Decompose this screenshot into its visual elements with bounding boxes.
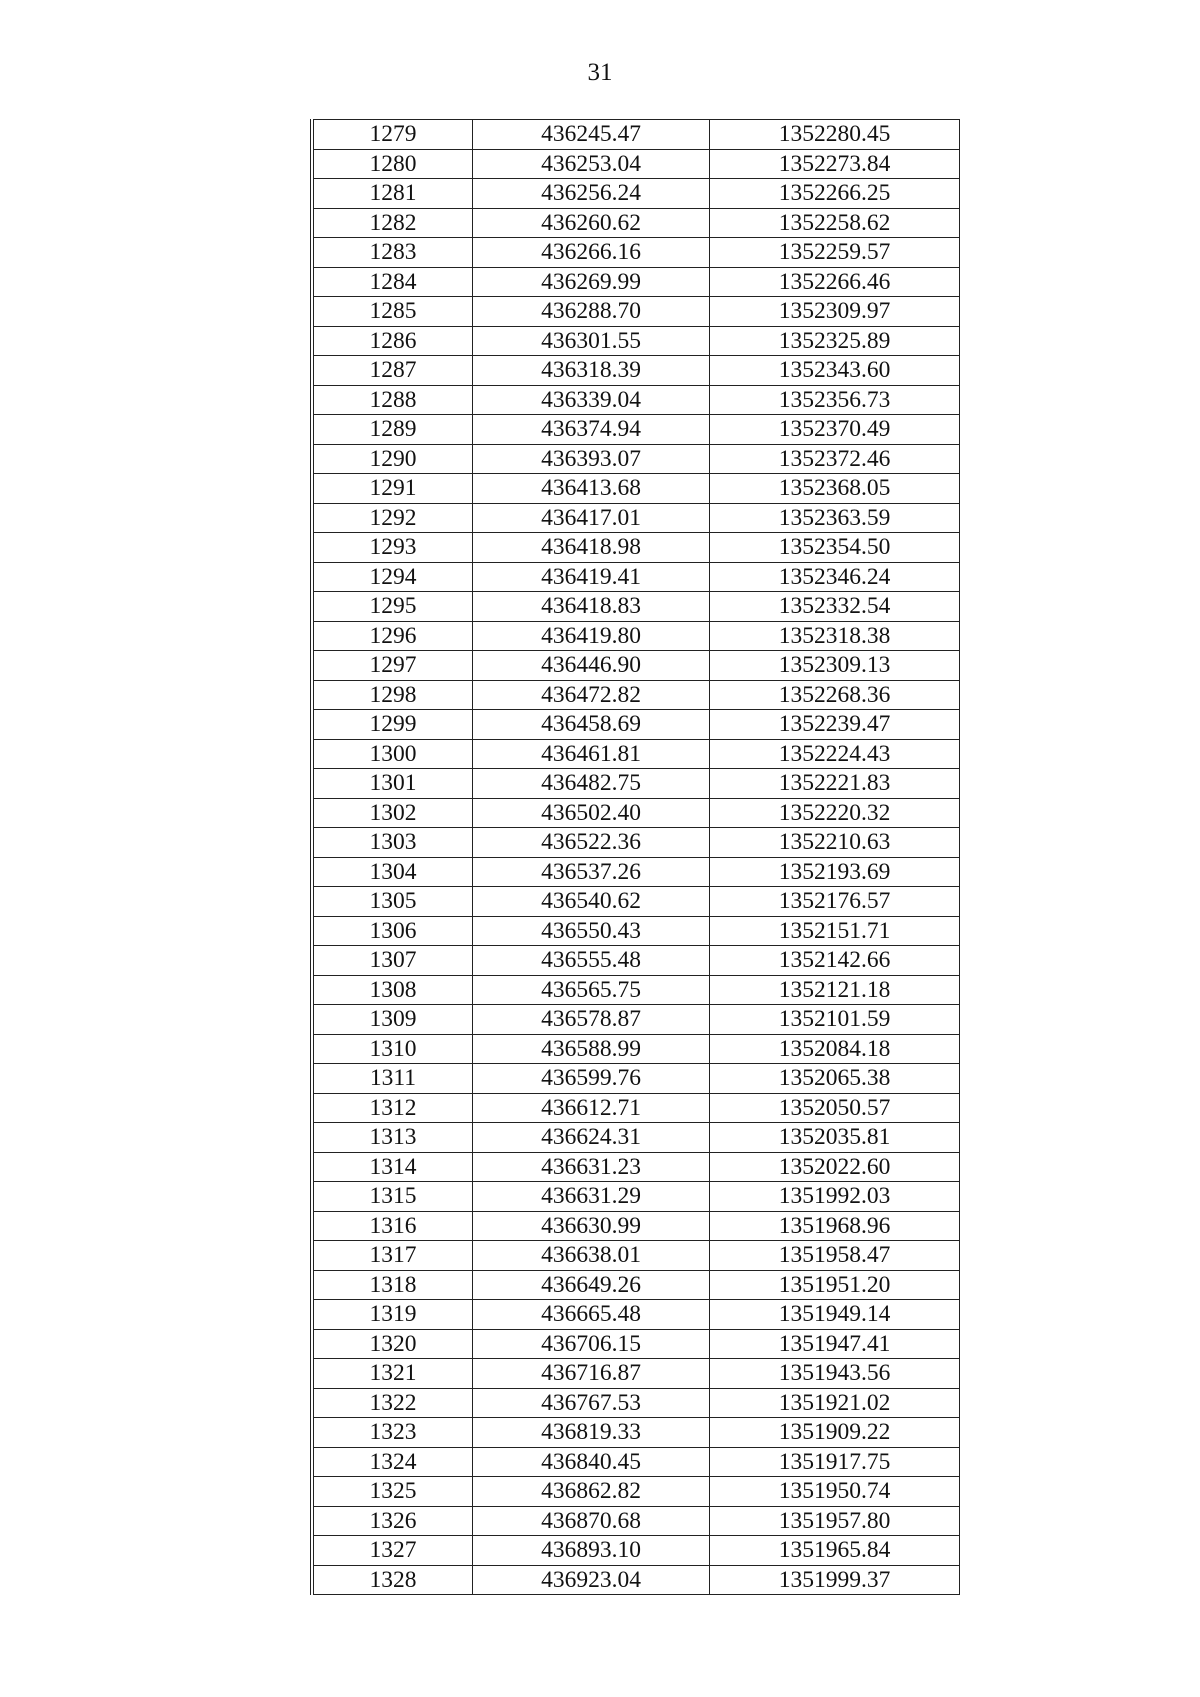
table-row [312,710,960,740]
y-coordinate-cell: 1352210.63 [710,828,960,858]
table-row [312,828,960,858]
x-coordinate-cell: 436458.69 [473,710,710,740]
y-coordinate-cell: 1351909.22 [710,1418,960,1448]
point-number-cell: 1311 [312,1064,473,1094]
table-row [312,916,960,946]
x-coordinate-cell: 436339.04 [473,385,710,415]
table-row [312,1211,960,1241]
table-row [312,1034,960,1064]
point-number-cell: 1288 [312,385,473,415]
x-coordinate-cell: 436537.26 [473,857,710,887]
point-number-cell: 1284 [312,267,473,297]
point-number-cell: 1310 [312,1034,473,1064]
y-coordinate-cell: 1352356.73 [710,385,960,415]
table-row [312,1447,960,1477]
y-coordinate-cell: 1351949.14 [710,1300,960,1330]
point-number-cell: 1306 [312,916,473,946]
coordinates-table-body [312,120,960,1595]
point-number-cell: 1318 [312,1270,473,1300]
point-number-cell: 1303 [312,828,473,858]
point-number-cell: 1323 [312,1418,473,1448]
point-number-cell: 1299 [312,710,473,740]
point-number-cell: 1292 [312,503,473,533]
point-number-cell: 1315 [312,1182,473,1212]
x-coordinate-cell: 436923.04 [473,1565,710,1595]
y-coordinate-cell: 1351951.20 [710,1270,960,1300]
table-row [312,1388,960,1418]
x-coordinate-cell: 436418.83 [473,592,710,622]
y-coordinate-cell: 1352084.18 [710,1034,960,1064]
x-coordinate-cell: 436522.36 [473,828,710,858]
point-number-cell: 1300 [312,739,473,769]
point-number-cell: 1322 [312,1388,473,1418]
x-coordinate-cell: 436870.68 [473,1506,710,1536]
y-coordinate-cell: 1352372.46 [710,444,960,474]
point-number-cell: 1297 [312,651,473,681]
page-number: 31 [587,59,613,86]
y-coordinate-cell: 1351968.96 [710,1211,960,1241]
x-coordinate-cell: 436630.99 [473,1211,710,1241]
table-row [312,1565,960,1595]
point-number-cell: 1328 [312,1565,473,1595]
point-number-cell: 1280 [312,149,473,179]
table-row [312,621,960,651]
table-row [312,238,960,268]
point-number-cell: 1286 [312,326,473,356]
table-row [312,769,960,799]
y-coordinate-cell: 1352346.24 [710,562,960,592]
x-coordinate-cell: 436256.24 [473,179,710,209]
table-row [312,385,960,415]
x-coordinate-cell: 436578.87 [473,1005,710,1035]
y-coordinate-cell: 1352193.69 [710,857,960,887]
y-coordinate-cell: 1352332.54 [710,592,960,622]
x-coordinate-cell: 436840.45 [473,1447,710,1477]
table-row [312,1005,960,1035]
y-coordinate-cell: 1351999.37 [710,1565,960,1595]
table-row [312,680,960,710]
table-row [312,651,960,681]
y-coordinate-cell: 1352343.60 [710,356,960,386]
point-number-cell: 1327 [312,1536,473,1566]
table-row [312,1152,960,1182]
y-coordinate-cell: 1351957.80 [710,1506,960,1536]
point-number-cell: 1279 [312,120,473,150]
x-coordinate-cell: 436862.82 [473,1477,710,1507]
point-number-cell: 1298 [312,680,473,710]
y-coordinate-cell: 1352101.59 [710,1005,960,1035]
coordinates-table [310,119,960,1595]
point-number-cell: 1285 [312,297,473,327]
point-number-cell: 1305 [312,887,473,917]
y-coordinate-cell: 1352239.47 [710,710,960,740]
point-number-cell: 1326 [312,1506,473,1536]
x-coordinate-cell: 436612.71 [473,1093,710,1123]
y-coordinate-cell: 1352309.97 [710,297,960,327]
point-number-cell: 1317 [312,1241,473,1271]
table-row [312,1123,960,1153]
y-coordinate-cell: 1352022.60 [710,1152,960,1182]
point-number-cell: 1313 [312,1123,473,1153]
x-coordinate-cell: 436461.81 [473,739,710,769]
x-coordinate-cell: 436624.31 [473,1123,710,1153]
x-coordinate-cell: 436253.04 [473,149,710,179]
table-row [312,1359,960,1389]
x-coordinate-cell: 436893.10 [473,1536,710,1566]
x-coordinate-cell: 436588.99 [473,1034,710,1064]
table-row [312,562,960,592]
table-row [312,592,960,622]
x-coordinate-cell: 436631.23 [473,1152,710,1182]
y-coordinate-cell: 1352050.57 [710,1093,960,1123]
x-coordinate-cell: 436665.48 [473,1300,710,1330]
x-coordinate-cell: 436540.62 [473,887,710,917]
table-row [312,857,960,887]
table-row [312,208,960,238]
x-coordinate-cell: 436565.75 [473,975,710,1005]
x-coordinate-cell: 436269.99 [473,267,710,297]
y-coordinate-cell: 1351992.03 [710,1182,960,1212]
x-coordinate-cell: 436266.16 [473,238,710,268]
y-coordinate-cell: 1351943.56 [710,1359,960,1389]
y-coordinate-cell: 1352280.45 [710,120,960,150]
table-row [312,1300,960,1330]
point-number-cell: 1321 [312,1359,473,1389]
table-row [312,297,960,327]
y-coordinate-cell: 1352354.50 [710,533,960,563]
y-coordinate-cell: 1352266.46 [710,267,960,297]
x-coordinate-cell: 436446.90 [473,651,710,681]
point-number-cell: 1282 [312,208,473,238]
table-row [312,975,960,1005]
table-row [312,887,960,917]
table-row [312,326,960,356]
point-number-cell: 1283 [312,238,473,268]
table-row [312,1064,960,1094]
table-row [312,415,960,445]
point-number-cell: 1325 [312,1477,473,1507]
y-coordinate-cell: 1352273.84 [710,149,960,179]
y-coordinate-cell: 1352266.25 [710,179,960,209]
table-row [312,1270,960,1300]
point-number-cell: 1304 [312,857,473,887]
x-coordinate-cell: 436318.39 [473,356,710,386]
table-row [312,444,960,474]
point-number-cell: 1302 [312,798,473,828]
point-number-cell: 1308 [312,975,473,1005]
table-row [312,120,960,150]
x-coordinate-cell: 436482.75 [473,769,710,799]
x-coordinate-cell: 436819.33 [473,1418,710,1448]
y-coordinate-cell: 1352151.71 [710,916,960,946]
x-coordinate-cell: 436638.01 [473,1241,710,1271]
y-coordinate-cell: 1352370.49 [710,415,960,445]
point-number-cell: 1287 [312,356,473,386]
y-coordinate-cell: 1352325.89 [710,326,960,356]
y-coordinate-cell: 1352220.32 [710,798,960,828]
x-coordinate-cell: 436599.76 [473,1064,710,1094]
point-number-cell: 1281 [312,179,473,209]
table-row [312,1241,960,1271]
point-number-cell: 1296 [312,621,473,651]
table-row [312,1182,960,1212]
y-coordinate-cell: 1352176.57 [710,887,960,917]
x-coordinate-cell: 436418.98 [473,533,710,563]
point-number-cell: 1289 [312,415,473,445]
point-number-cell: 1309 [312,1005,473,1035]
table-row [312,1093,960,1123]
y-coordinate-cell: 1352309.13 [710,651,960,681]
x-coordinate-cell: 436502.40 [473,798,710,828]
point-number-cell: 1319 [312,1300,473,1330]
y-coordinate-cell: 1351921.02 [710,1388,960,1418]
x-coordinate-cell: 436417.01 [473,503,710,533]
y-coordinate-cell: 1351965.84 [710,1536,960,1566]
y-coordinate-cell: 1352065.38 [710,1064,960,1094]
y-coordinate-cell: 1352258.62 [710,208,960,238]
x-coordinate-cell: 436555.48 [473,946,710,976]
x-coordinate-cell: 436550.43 [473,916,710,946]
table-row [312,1418,960,1448]
x-coordinate-cell: 436472.82 [473,680,710,710]
table-row [312,1536,960,1566]
x-coordinate-cell: 436649.26 [473,1270,710,1300]
x-coordinate-cell: 436288.70 [473,297,710,327]
table-row [312,1329,960,1359]
y-coordinate-cell: 1352363.59 [710,503,960,533]
y-coordinate-cell: 1352142.66 [710,946,960,976]
y-coordinate-cell: 1352035.81 [710,1123,960,1153]
y-coordinate-cell: 1351917.75 [710,1447,960,1477]
point-number-cell: 1324 [312,1447,473,1477]
table-row [312,1506,960,1536]
table-row [312,1477,960,1507]
point-number-cell: 1301 [312,769,473,799]
point-number-cell: 1316 [312,1211,473,1241]
x-coordinate-cell: 436419.80 [473,621,710,651]
point-number-cell: 1307 [312,946,473,976]
table-row [312,798,960,828]
x-coordinate-cell: 436260.62 [473,208,710,238]
table-row [312,356,960,386]
x-coordinate-cell: 436301.55 [473,326,710,356]
x-coordinate-cell: 436374.94 [473,415,710,445]
y-coordinate-cell: 1352224.43 [710,739,960,769]
table-row [312,267,960,297]
point-number-cell: 1291 [312,474,473,504]
table-row [312,179,960,209]
table-row [312,533,960,563]
y-coordinate-cell: 1352259.57 [710,238,960,268]
x-coordinate-cell: 436393.07 [473,444,710,474]
x-coordinate-cell: 436716.87 [473,1359,710,1389]
point-number-cell: 1312 [312,1093,473,1123]
x-coordinate-cell: 436767.53 [473,1388,710,1418]
x-coordinate-cell: 436631.29 [473,1182,710,1212]
table-row [312,946,960,976]
table-row [312,503,960,533]
x-coordinate-cell: 436419.41 [473,562,710,592]
point-number-cell: 1314 [312,1152,473,1182]
y-coordinate-cell: 1352368.05 [710,474,960,504]
x-coordinate-cell: 436706.15 [473,1329,710,1359]
point-number-cell: 1290 [312,444,473,474]
y-coordinate-cell: 1351947.41 [710,1329,960,1359]
x-coordinate-cell: 436245.47 [473,120,710,150]
point-number-cell: 1293 [312,533,473,563]
point-number-cell: 1294 [312,562,473,592]
y-coordinate-cell: 1352268.36 [710,680,960,710]
x-coordinate-cell: 436413.68 [473,474,710,504]
y-coordinate-cell: 1352221.83 [710,769,960,799]
y-coordinate-cell: 1352121.18 [710,975,960,1005]
y-coordinate-cell: 1351950.74 [710,1477,960,1507]
y-coordinate-cell: 1352318.38 [710,621,960,651]
point-number-cell: 1320 [312,1329,473,1359]
point-number-cell: 1295 [312,592,473,622]
table-row [312,474,960,504]
table-row [312,739,960,769]
table-row [312,149,960,179]
y-coordinate-cell: 1351958.47 [710,1241,960,1271]
